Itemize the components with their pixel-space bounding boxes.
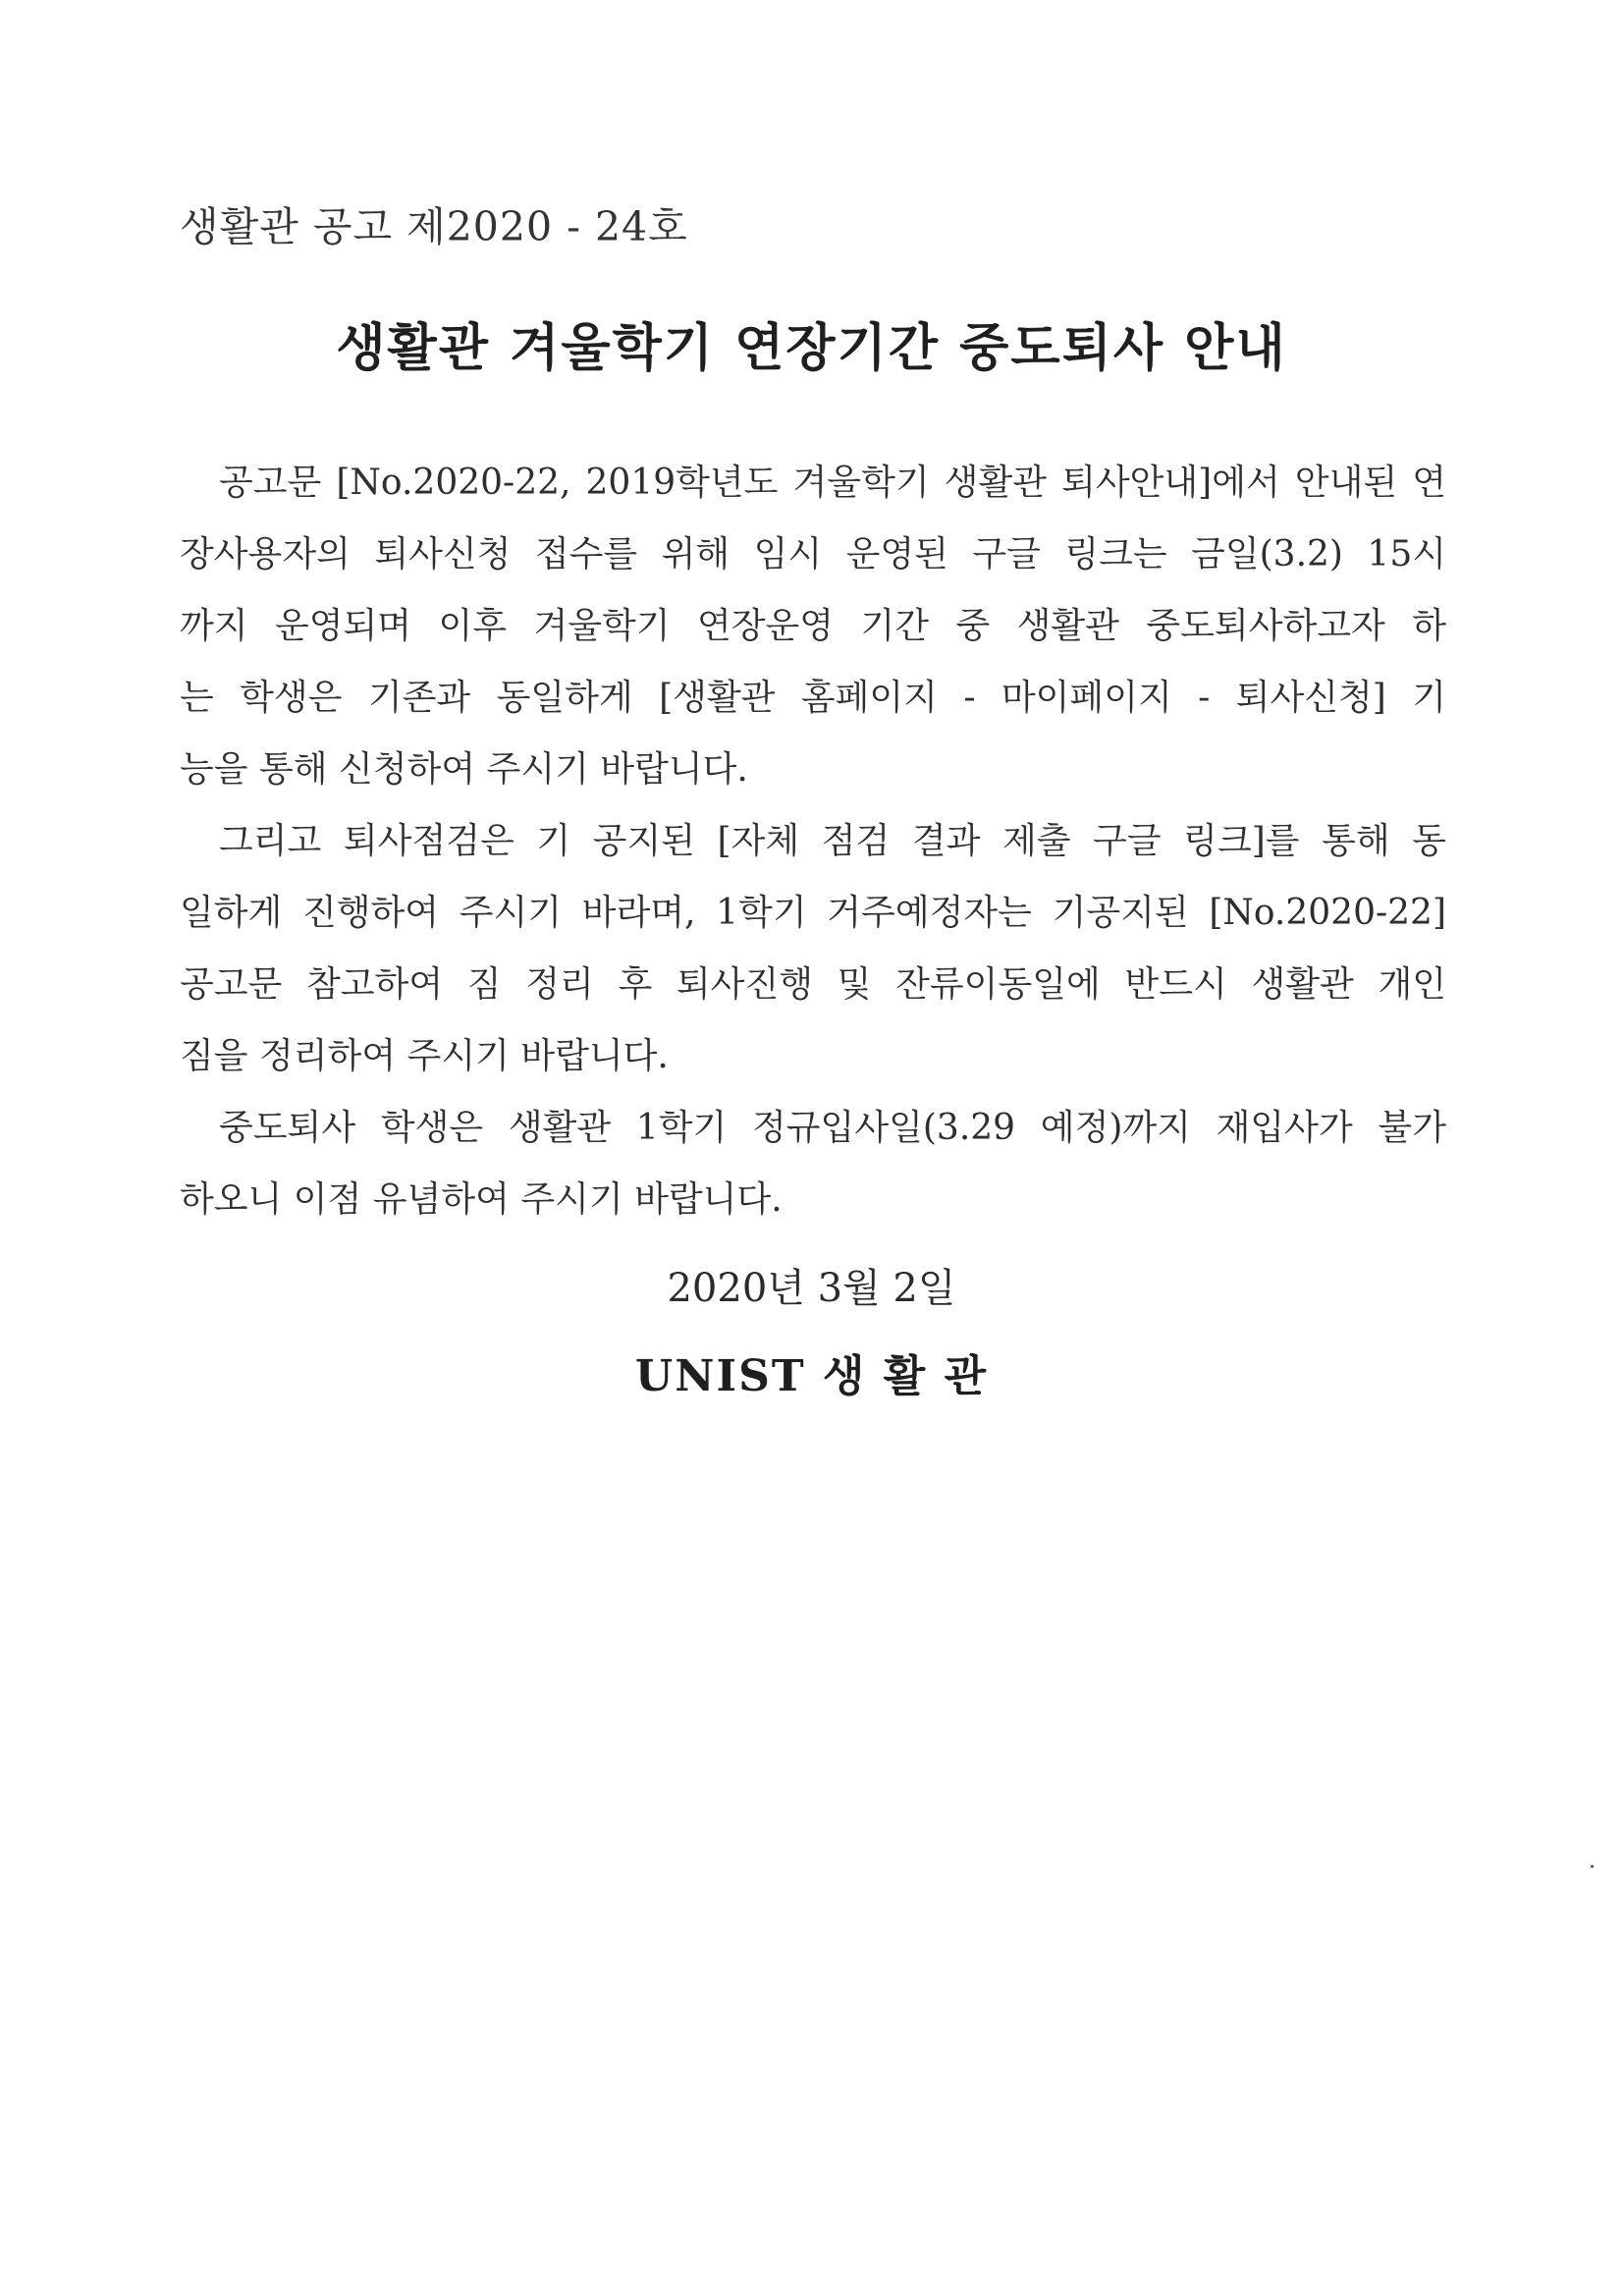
body-line: 공고문 [No.2020-22, 2019학년도 겨울학기 생활관 퇴사안내]에서 안내된 연 (219, 463, 1446, 503)
body-line: 까지 운영되며 이후 겨울학기 연장운영 기간 중 생활관 중도퇴사하고자 하 (180, 606, 1446, 646)
body-line: 짐을 정리하여 주시기 바랍니다. (180, 1036, 669, 1076)
scan-speck (1591, 1865, 1594, 1868)
issuer-name: UNIST 생 활 관 (634, 1351, 989, 1401)
body-line: 중도퇴사 학생은 생활관 1학기 정규입사일(3.29 예정)까지 재입사가 불가 (219, 1108, 1446, 1148)
body-line: 장사용자의 퇴사신청 접수를 위해 임시 운영된 구글 링크는 금일(3.2) 15시 (180, 534, 1446, 574)
document-title: 생활관 겨울학기 연장기간 중도퇴사 안내 (336, 318, 1287, 378)
body-line: 는 학생은 기존과 동일하게 [생활관 홈페이지 - 마이페이지 - 퇴사신청] 기 (180, 678, 1446, 718)
body-line: 능을 통해 신청하여 주시기 바랍니다. (180, 749, 748, 790)
notice-number: 생활관 공고 제2020 - 24호 (180, 203, 688, 250)
issue-date: 2020년 3월 2일 (667, 1266, 956, 1311)
body-line: 공고문 참고하여 짐 정리 후 퇴사진행 및 잔류이동일에 반드시 생활관 개인 (180, 964, 1446, 1005)
body-line: 하오니 이점 유념하여 주시기 바랍니다. (180, 1179, 783, 1220)
body-line: 그리고 퇴사점검은 기 공지된 [자체 점검 결과 제출 구글 링크]를 통해 동 (219, 821, 1446, 861)
notice-body (180, 447, 1446, 1235)
body-line: 일하게 진행하여 주시기 바라며, 1학기 거주예정자는 기공지된 [No.2020-22] (180, 893, 1446, 933)
